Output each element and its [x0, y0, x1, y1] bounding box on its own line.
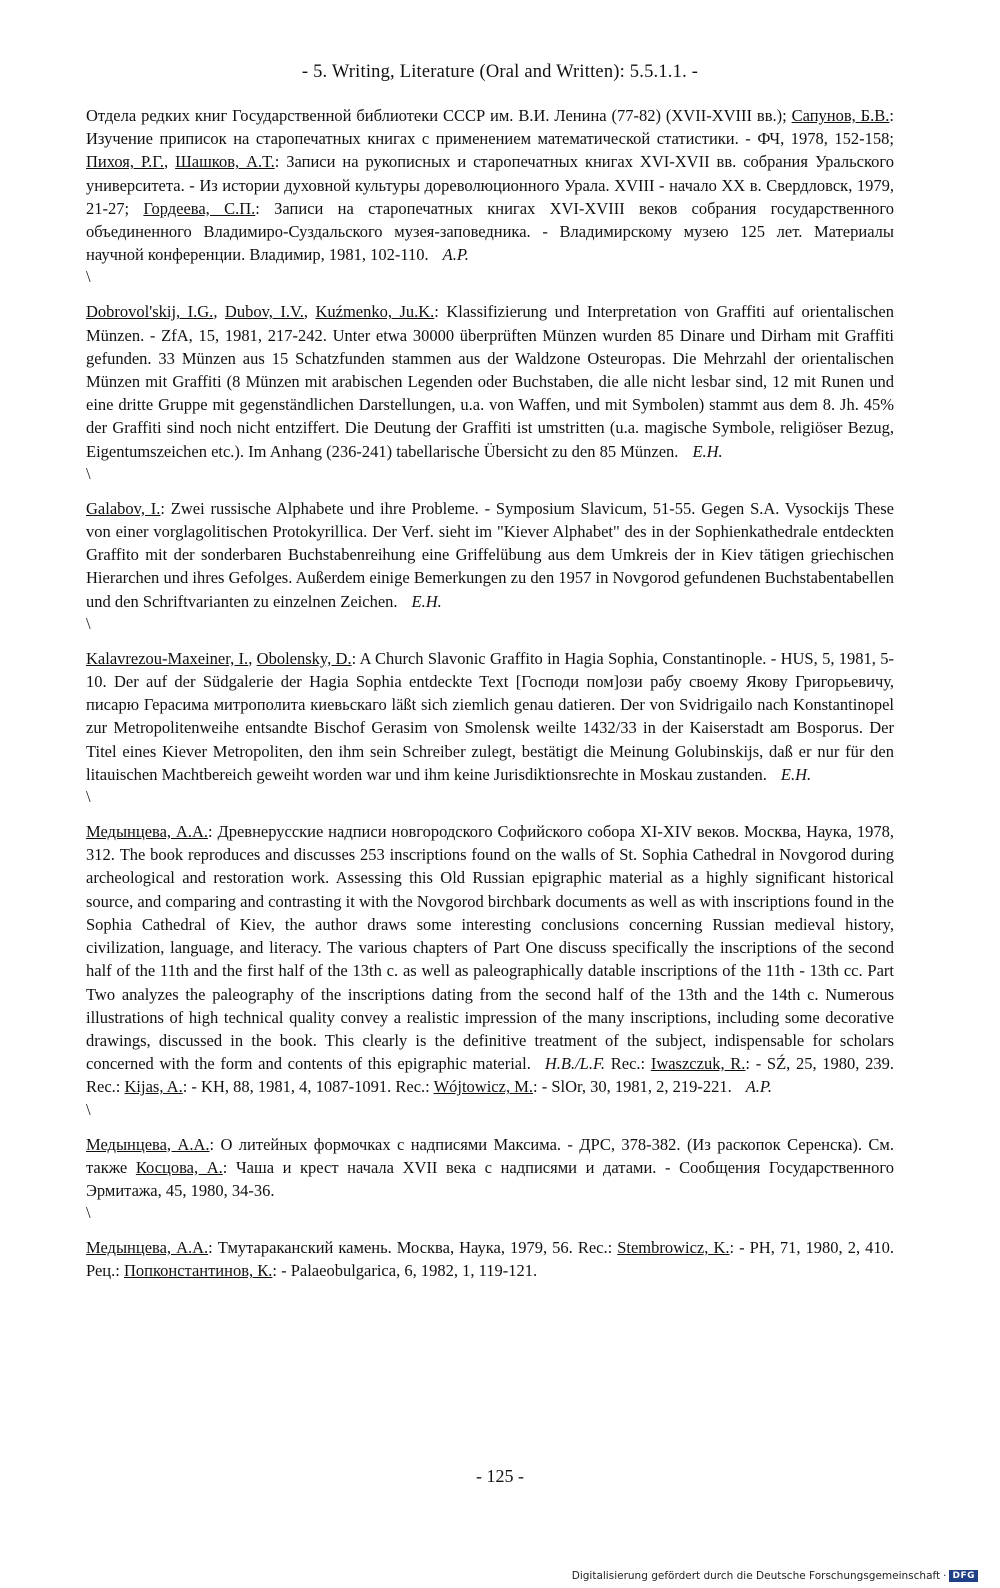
entry-text: [86, 647, 894, 786]
reviewer-initials: H.B./L.F.: [544, 1054, 606, 1074]
bibliography-entry: [86, 647, 894, 808]
entry-separator: \: [86, 613, 91, 633]
entry-segment: : О литейных формочках с надписями Максима. - ДРС, 378-382. (Из раскопок Серенска). См. также: [86, 1134, 894, 1177]
author-name: Медынцева, А.А.: [86, 1134, 210, 1154]
entry-separator: \: [86, 787, 91, 807]
author-name: Гордеева, С.П.: [143, 198, 256, 218]
bibliography-entries: [86, 104, 894, 1283]
entry-separator: \: [86, 1203, 91, 1223]
author-name: Сапунов, Б.В.: [791, 106, 890, 125]
author-name: Шашков, А.Т.: [175, 152, 275, 172]
bibliography-entry: [86, 820, 894, 1120]
entry-segment: : Записи на рукописных и старопечатных книгах XVI-XVII вв. собрания Уральского университета. - Из истории духовной культуры дореволюционного Урала. XVIII - начало XX в. Свердловск, 1979, 21-27;: [86, 152, 895, 218]
bibliography-entry: [86, 497, 894, 635]
author-name: Iwaszczuk, R.: [650, 1054, 746, 1074]
entry-segment: ,: [248, 648, 257, 668]
entry-text: [86, 104, 894, 266]
entry-separator: \: [86, 463, 91, 483]
entry-segment: : Тмутараканский камень. Москва, Наука, 1979, 56. Rec.:: [208, 1238, 618, 1258]
entry-separator: \: [86, 1099, 91, 1119]
entry-segment: : - Palaeobulgarica, 6, 1982, 1, 119-121.: [272, 1261, 538, 1281]
author-name: Попконстантинов, К.: [123, 1261, 273, 1281]
entry-segment: ,: [303, 302, 316, 322]
reviewer-initials: E.H.: [780, 764, 812, 784]
entry-text: [86, 497, 894, 613]
entry-segment: Отдела редких книг Государственной библиотеки СССР им. В.И. Ленина (77-82) (XVII-XVIII вв.);: [86, 106, 792, 125]
author-name: Kuźmenko, Ju.K.: [315, 302, 435, 322]
author-name: Kalavrezou-Maxeiner, I.: [86, 648, 249, 668]
entry-segment: : Древнерусские надписи новгородского Софийского собора XI-XIV веков. Москва, Наука, 1978, 312. The book reproduces and discusses 253 inscriptions found on the walls of St. Sophia Cathedral in Novgorod during archeological and restoration work. Assessing this Old Russian epigraphic material as a highly significant historical source, and comparing and contrasting it with the Novgorod birchbark documents as well as with inscriptions found in the Sophia Cathedral of Kiev, the author draws some interesting conclusions concerning Russian medieval history, civilization, language, and literacy. The various chapters of Part One discuss specifically the inscriptions of the second half of the 11th and the first half of the 13th c. as well as paleographically datable inscriptions of the 11th - 13th cc. Part Two analyzes the paleography of the inscriptions dating from the second half of the 13th and the 14th c. Numerous illustrations of high technical quality convey a realistic impression of the many inscriptions, including some decorative drawings, discussed in the book. This clearly is the definitive treatment of the subject, indispensable for scholars concerned with the form and contents of this epigraphic material.: [86, 822, 894, 1074]
author-name: Wójtowicz, M.: [433, 1077, 533, 1097]
author-name: Dubov, I.V.: [224, 302, 304, 322]
entry-segment: : Чаша и крест начала XVII века с надписями и датами. - Сообщения Государственного Эрмитажа, 45, 1980, 34-36.: [86, 1157, 894, 1200]
reviewer-initials: A.P.: [745, 1077, 772, 1097]
digitization-footer: Digitalisierung gefördert durch die Deutsche Forschungsgemeinschaft · DFG: [572, 1570, 978, 1582]
entry-segment: : Zwei russische Alphabete und ihre Probleme. - Symposium Slavicum, 51-55. Gegen S.A. Vysockijs These von einer vorglagolitischen Protokyrillica. Der Verf. sieht im "Kiever Alphabet" des in der Sophienkathedrale entdeckten Graffito mit der sonderbaren Buchstabenreihung eine Griffelübung aus dem Umkreis der in Kiev tätigen griechischen Hierarchen und ihres Gefolges. Außerdem einige Bemerkungen zu den 1957 in Novgorod gefundenen Buchstabentabellen und den Schriftvarianten zu einzelnen Zeichen.: [86, 498, 894, 611]
author-name: Kijas, A.: [124, 1077, 183, 1097]
author-name: Galabov, I.: [86, 498, 161, 518]
entry-text: [86, 1236, 894, 1282]
reviewer-initials: E.H.: [692, 441, 723, 461]
entry-segment: : - SŹ, 25, 1980, 239. Rec.:: [86, 1054, 894, 1097]
author-name: Stembrowicz, K.: [617, 1238, 730, 1258]
entry-segment: ,: [164, 152, 176, 172]
author-name: Пихоя, Р.Г.: [86, 152, 165, 172]
entry-text: [86, 1133, 894, 1203]
entry-segment: : - KH, 88, 1981, 4, 1087-1091. Rec.:: [182, 1077, 434, 1097]
dfg-logo: DFG: [949, 1570, 978, 1582]
bibliography-entry: [86, 1236, 894, 1282]
author-name: Dobrovol'skij, I.G.: [86, 302, 214, 322]
footer-text: Digitalisierung gefördert durch die Deutsche Forschungsgemeinschaft: [571, 1570, 941, 1582]
entry-segment: : Изучение приписок на старопечатных книгах с применением математической статистики. - ФЧ, 1978, 152-158;: [86, 106, 894, 149]
bibliography-entry: [86, 1133, 894, 1225]
bibliography-entry: [86, 300, 894, 484]
entry-text: [86, 820, 894, 1098]
entry-separator: \: [86, 267, 91, 287]
author-name: Obolensky, D.: [256, 648, 352, 668]
entry-segment: Rec.:: [605, 1054, 651, 1074]
reviewer-initials: A.P.: [442, 245, 469, 265]
bibliography-entry: [86, 104, 894, 288]
entry-segment: : A Church Slavonic Graffito in Hagia Sophia, Constantinople. - HUS, 5, 1981, 5-10. Der auf der Südgalerie der Hagia Sophia entdeckte Text [Господи пом]ози рабу своему Якову Григорьевичу, писарю Герасима митрополита киевьскаго läßt sich ziemlich genau datieren. Der von Svidrigailo nach Konstantinopel zur Metropolitenweihe entsandte Bischof Gerasim von Smolensk weilte 1432/33 in der Kaiserstadt am Bosporus. Der Titel eines Kiever Metropoliten, den ihm sein Schreiber zulegt, bestätigt die Meinung Golubinskijs, daß er nur für den litauischen Machtbereich geweiht worden war und ihm keine Jurisdiktionsrechte in Moskau zustanden.: [86, 648, 894, 784]
reviewer-initials: E.H.: [411, 591, 442, 611]
author-name: Косцова, А.: [135, 1157, 223, 1177]
entry-segment: : - SlOr, 30, 1981, 2, 219-221.: [533, 1077, 732, 1097]
author-name: Медынцева, А.А.: [86, 822, 208, 842]
entry-segment: : Klassifizierung und Interpretation von Graffiti auf orientalischen Münzen. - ZfA, 15, 1981, 217-242. Unter etwa 30000 überprüften Münzen wurden 85 Dinare und Dirham mit Graffiti gefunden. 33 Münzen aus 15 Schatzfunden stammen aus der Waldzone Osteuropas. Die Mehrzahl der orientalischen Münzen mit Graffiti (8 Münzen mit arabischen Legenden oder Buchstaben, die alle nicht lesbar sind, 12 mit Runen und eine dritte Gruppe mit gegenständlichen Darstellungen, u.a. von Waffen, und mit Symbolen) stammt aus dem 8. Jh. 45% der Graffiti sind noch nicht entziffert. Die Deutung der Graffiti ist umstritten (u.a. magische Symbole, religiöser Bezug, Eigentumszeichen etc.). Im Anhang (236-241) tabellarische Übersicht zu den 85 Münzen.: [86, 302, 895, 461]
author-name: Медынцева, А.А.: [86, 1238, 209, 1258]
running-header: - 5. Writing, Literature (Oral and Written): 5.5.1.1. -: [301, 62, 699, 82]
page-number: - 125 -: [476, 1466, 524, 1486]
entry-segment: ,: [213, 302, 225, 322]
entry-segment: : - PH, 71, 1980, 2, 410. Рец.:: [86, 1238, 894, 1281]
entry-segment: : Записи на старопечатных книгах XVI-XVIII веков собрания государственного объединенного Владимиро-Суздальского музея-заповедника. - Владимирскому музею 125 лет. Материалы научной конференции. Владимир, 1981, 102-110.: [86, 198, 894, 265]
entry-text: [86, 300, 894, 462]
